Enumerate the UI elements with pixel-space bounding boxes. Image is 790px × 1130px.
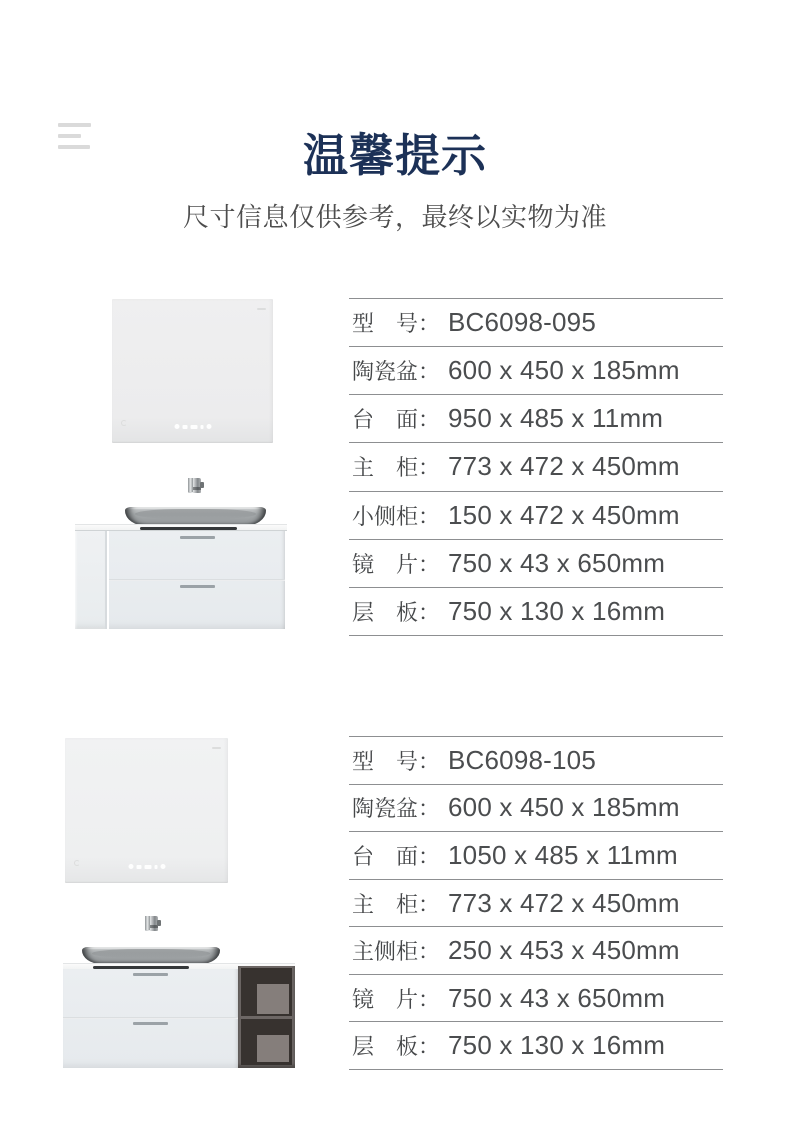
open-shelf-side-cabinet: [238, 966, 295, 1068]
mirror-corner-mark: [121, 420, 127, 426]
drawer-handle: [180, 536, 215, 539]
mirror-icon: [65, 738, 228, 883]
spec-label: 主侧柜：: [352, 939, 441, 965]
spec-label: 型 号：: [352, 311, 441, 337]
product-image-bc6098-105: [63, 738, 295, 1068]
drawer-divider: [109, 579, 285, 581]
spec-value: 773 x 472 x 450mm: [448, 887, 680, 918]
spec-row-main-side-cabinet: [349, 926, 723, 974]
spec-label: 陶瓷盆：: [352, 359, 441, 385]
spec-value: 750 x 43 x 650mm: [448, 547, 666, 578]
page-title: 温馨提示: [302, 130, 487, 181]
spec-label: 小侧柜：: [352, 503, 441, 529]
spec-label: 型 号：: [352, 748, 441, 774]
spec-label: 镜 片：: [352, 551, 441, 577]
spec-label: 层 板：: [352, 1034, 441, 1060]
mirror-corner-mark: [74, 860, 80, 866]
mirror-corner-mark: [212, 747, 221, 749]
spec-row-main-cabinet: [349, 879, 723, 927]
mirror-led-display: [128, 864, 165, 869]
spec-row-model: [349, 298, 723, 346]
product-image-bc6098-095: [75, 298, 287, 631]
spec-row-countertop: [349, 831, 723, 879]
drawer-handle: [133, 1022, 168, 1025]
mirror-corner-mark: [257, 308, 266, 310]
spec-value: 750 x 130 x 16mm: [448, 1030, 666, 1061]
spec-label: 主 柜：: [352, 455, 441, 481]
basin-shadow: [140, 527, 237, 530]
spec-value: 773 x 472 x 450mm: [448, 451, 680, 482]
spec-label: 层 板：: [352, 599, 441, 625]
spec-label: 镜 片：: [352, 986, 441, 1012]
spec-table-bc6098-095: [349, 298, 723, 636]
mirror-icon: [112, 299, 273, 443]
drawer-divider: [63, 1017, 238, 1019]
main-cabinet: [109, 531, 285, 629]
spec-row-small-side-cabinet: [349, 491, 723, 539]
spec-value: 600 x 450 x 185mm: [448, 355, 680, 386]
spec-row-ceramic-basin: [349, 346, 723, 394]
spec-row-mirror: [349, 974, 723, 1022]
spec-row-model: [349, 736, 723, 784]
spec-table-bc6098-105: [349, 736, 723, 1070]
spec-value: 750 x 43 x 650mm: [448, 982, 666, 1013]
basin-icon: [82, 947, 220, 964]
spec-row-countertop: [349, 394, 723, 442]
spec-value: 250 x 453 x 450mm: [448, 935, 680, 966]
spec-value: 950 x 485 x 11mm: [448, 403, 664, 434]
spec-row-mirror: [349, 539, 723, 587]
small-side-cabinet: [75, 531, 107, 629]
spec-label: 陶瓷盆：: [352, 796, 441, 822]
spec-label: 主 柜：: [352, 891, 441, 917]
spec-row-ceramic-basin: [349, 784, 723, 832]
spec-row-main-cabinet: [349, 442, 723, 490]
spec-label: 台 面：: [352, 843, 441, 869]
page-subtitle: 尺寸信息仅供参考，最终以实物为准: [182, 202, 607, 232]
spec-value: BC6098-095: [448, 307, 596, 338]
spec-value: BC6098-105: [448, 744, 596, 775]
shelf-box: [257, 984, 289, 1014]
spec-value: 600 x 450 x 185mm: [448, 792, 680, 823]
drawer-handle: [180, 585, 215, 588]
main-cabinet: [63, 969, 238, 1068]
spec-row-shelf: [349, 587, 723, 635]
shelf-interior: [241, 968, 292, 1065]
shelf-divider: [241, 1016, 292, 1019]
spec-value: 150 x 472 x 450mm: [448, 499, 680, 530]
mirror-led-display: [174, 424, 211, 429]
spec-label: 台 面：: [352, 407, 441, 433]
spec-value: 750 x 130 x 16mm: [448, 595, 666, 626]
spec-value: 1050 x 485 x 11mm: [448, 839, 678, 870]
spec-row-shelf: [349, 1021, 723, 1069]
drawer-handle: [133, 973, 168, 976]
shelf-box: [257, 1035, 289, 1062]
